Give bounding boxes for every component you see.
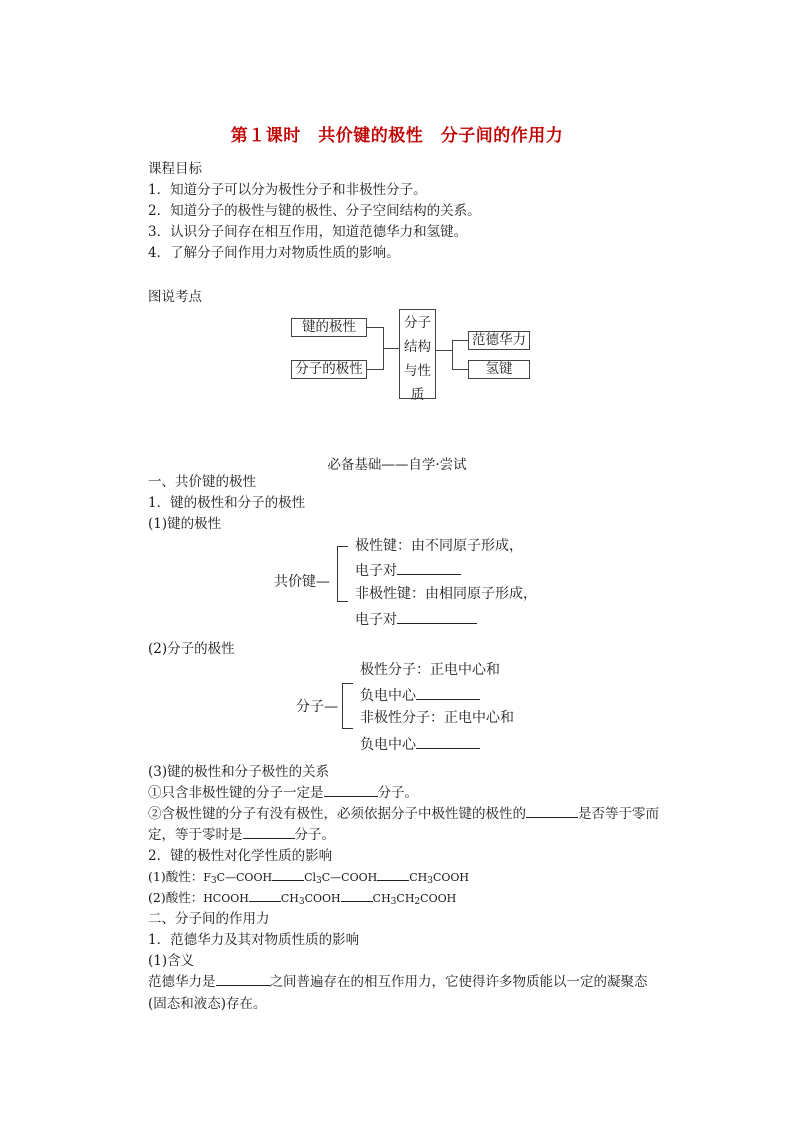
nonpolar-bond-electron-label: 电子对 <box>355 612 397 628</box>
blank-field[interactable] <box>324 784 378 797</box>
formula-part: CH <box>409 871 428 884</box>
blank-field[interactable] <box>416 687 480 700</box>
formula-part: COOH <box>420 892 457 905</box>
meaning-text-a: 范德华力是 <box>148 974 216 990</box>
relation-item-2-text: ②含极性键的分子有没有极性，必须依据分子中极性键的极性的 <box>148 806 526 822</box>
diagram-center-line: 分子 <box>404 315 431 331</box>
polar-molecule-negative-label: 负电中心 <box>360 688 416 704</box>
part2-subheading: 1．范德华力及其对物质性质的影响 <box>148 932 360 948</box>
polar-bond-electron-label: 电子对 <box>355 563 397 579</box>
acidity-label: (2)酸性： <box>148 890 204 905</box>
meaning-text-b: 之间普遍存在的相互作用力，它使得许多物质能以一定的凝聚态 <box>269 974 648 990</box>
formula-sub: 2 <box>414 897 421 907</box>
polar-bond-line: 极性键：由不同原子形成， <box>355 538 523 554</box>
relation-item-2-cont <box>148 826 335 844</box>
blank-field[interactable] <box>397 562 461 575</box>
relation-item-2-cont-text: 定，等于零时是 <box>148 827 243 843</box>
part1-subheading: 1．键的极性和分子的极性 <box>148 495 306 511</box>
blank-field[interactable] <box>526 805 578 818</box>
diagram-center-line: 质 <box>410 387 425 403</box>
diagram-center-line: 与性 <box>404 363 431 379</box>
section-title: 必备基础——自学·尝试 <box>327 457 467 473</box>
diagram-center-line: 结构 <box>404 339 431 355</box>
nonpolar-bond-electron-pair <box>355 611 477 629</box>
diagram-box-van-der-waals: 范德华力 <box>468 331 530 350</box>
objective-item: 3．认识分子间存在相互作用，知道范德华力和氢键。 <box>148 224 468 240</box>
formula-part: CH <box>396 892 415 905</box>
formula-formic: HCOOH <box>203 892 249 905</box>
formula-sub: 3 <box>298 897 305 907</box>
connector-line <box>452 369 468 370</box>
blank-field[interactable] <box>272 868 304 881</box>
nonpolar-molecule-line: 非极性分子：正电中心和 <box>360 710 514 726</box>
objectives-heading: 课程目标 <box>148 161 202 177</box>
formula-part: CH <box>280 892 299 905</box>
formula-sub: 3 <box>390 897 397 907</box>
relation-item-2-cont-suffix: 分子。 <box>294 827 335 843</box>
formula-acetic <box>281 892 341 905</box>
diagram-box-hydrogen-bond: 氢键 <box>468 360 530 379</box>
objective-item: 2．知道分子的极性与键的极性、分子空间结构的关系。 <box>148 203 481 219</box>
diagram-box-bond-polarity: 键的极性 <box>291 318 367 337</box>
formula-acetic <box>409 871 469 884</box>
blank-field[interactable] <box>249 889 281 902</box>
chem-property-subheading: 2．键的极性对化学性质的影响 <box>148 848 333 864</box>
formula-trifluoroacetic <box>203 871 272 884</box>
objective-item: 4．了解分子间作用力对物质性质的影响。 <box>148 245 400 261</box>
connector-line <box>452 340 468 341</box>
polar-molecule-negative <box>360 687 480 705</box>
formula-sub: 3 <box>210 876 217 886</box>
blank-field[interactable] <box>377 868 409 881</box>
relation-item-1-text: ①只含非极性键的分子一定是 <box>148 785 324 801</box>
bracket <box>337 546 348 602</box>
formula-part: Cl <box>304 871 316 884</box>
nonpolar-molecule-negative-label: 负电中心 <box>360 737 416 753</box>
connector-line <box>367 327 383 328</box>
polar-bond-electron-pair <box>355 562 461 580</box>
nonpolar-bond-line: 非极性键：由相同原子形成， <box>355 586 537 602</box>
formula-part: F <box>203 871 211 884</box>
relation-label: (3)键的极性和分子极性的关系 <box>148 764 330 780</box>
part1-heading: 一、共价键的极性 <box>148 474 256 490</box>
connector-line <box>452 340 453 369</box>
formula-trichloroacetic <box>304 871 377 884</box>
diagram-heading: 图说考点 <box>148 289 202 305</box>
meaning-line-1 <box>148 973 648 991</box>
blank-field[interactable] <box>416 736 480 749</box>
relation-item-1 <box>148 784 418 802</box>
blank-field[interactable] <box>243 826 295 839</box>
molecule-polarity-label: (2)分子的极性 <box>148 641 235 657</box>
molecule-root: 分子— <box>296 699 338 715</box>
nonpolar-molecule-negative <box>360 736 480 754</box>
formula-propionic <box>373 892 457 905</box>
connector-line <box>367 369 383 370</box>
formula-part: C—COOH <box>216 871 273 884</box>
polar-molecule-line: 极性分子：正电中心和 <box>360 662 500 678</box>
meaning-line-2: (固态和液态)存在。 <box>148 996 267 1012</box>
formula-part: C—COOH <box>321 871 378 884</box>
formula-sub: 3 <box>316 876 322 886</box>
page-title: 第１课时 共价键的极性 分子间的作用力 <box>230 126 564 146</box>
bond-polarity-label: (1)键的极性 <box>148 516 222 532</box>
part2-heading: 二、分子间的作用力 <box>148 911 270 927</box>
covalent-bond-root: 共价键— <box>274 574 330 590</box>
formula-part: COOH <box>304 892 341 905</box>
formula-sub: 3 <box>427 876 433 886</box>
acidity-row-2 <box>148 889 456 911</box>
diagram-box-center <box>399 309 436 403</box>
blank-field[interactable] <box>397 611 477 624</box>
formula-part: CH <box>372 892 391 905</box>
blank-field[interactable] <box>216 973 270 986</box>
acidity-row-1 <box>148 868 469 890</box>
connector-line <box>383 348 399 349</box>
blank-field[interactable] <box>341 889 373 902</box>
meaning-label: (1)含义 <box>148 953 195 969</box>
formula-part: COOH <box>432 871 469 884</box>
relation-item-1-suffix: 分子。 <box>377 785 418 801</box>
diagram-box-molecule-polarity: 分子的极性 <box>291 360 367 379</box>
objective-item: 1．知道分子可以分为极性分子和非极性分子。 <box>148 182 427 198</box>
acidity-label: (1)酸性： <box>148 869 204 884</box>
connector-line <box>436 350 452 351</box>
bracket <box>342 683 353 729</box>
relation-item-2-suffix: 是否等于零而 <box>578 806 659 822</box>
relation-item-2 <box>148 805 659 823</box>
